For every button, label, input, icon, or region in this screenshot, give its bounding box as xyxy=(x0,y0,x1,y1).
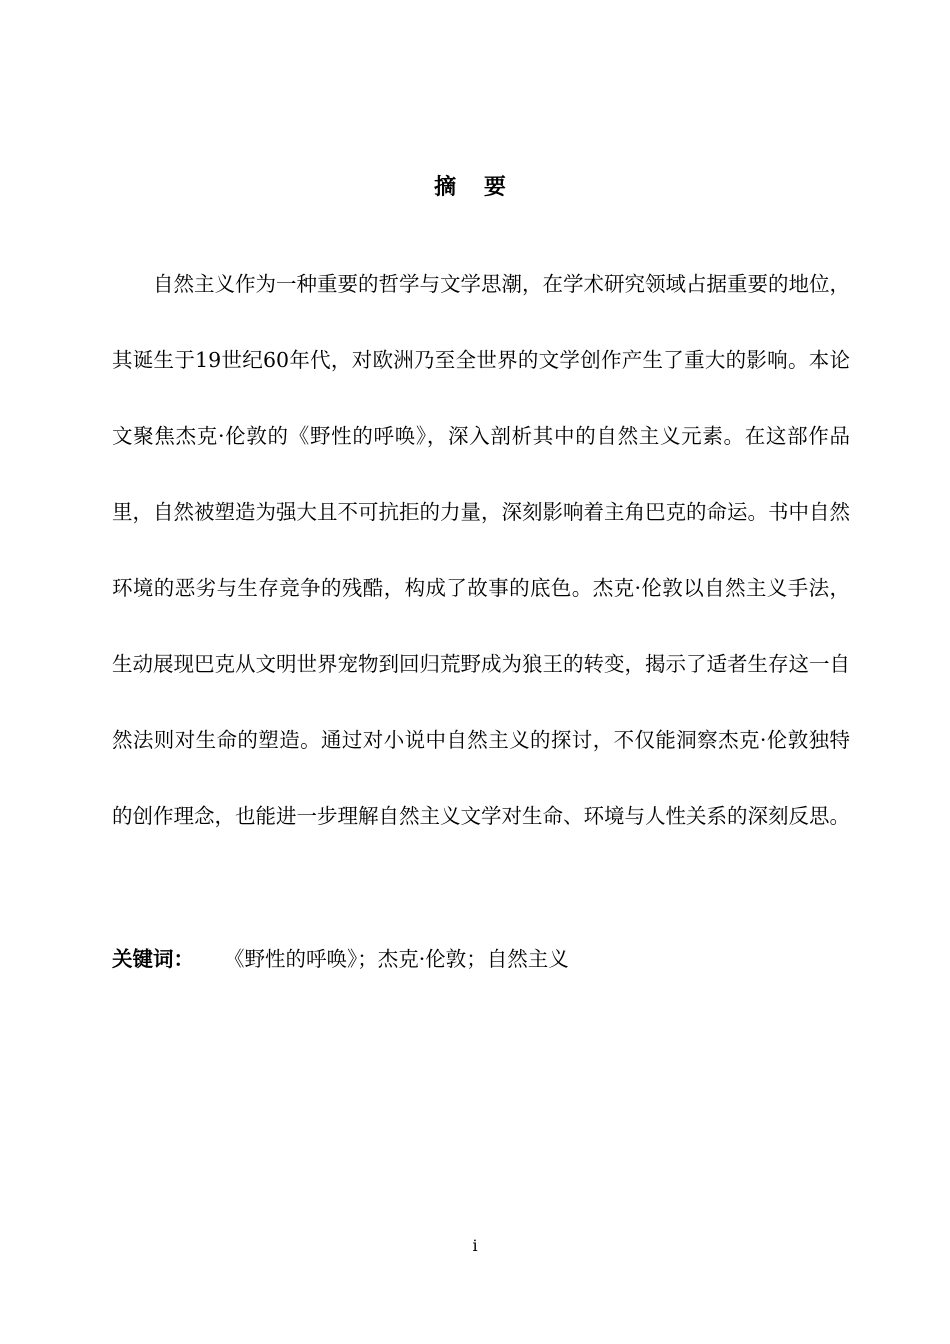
abstract-title: 摘 要 xyxy=(434,175,516,200)
keywords-list: 《野性的呼唤》；杰克·伦敦；自然主义 xyxy=(224,947,569,971)
keywords-label: 关键词： xyxy=(112,947,194,971)
abstract-body: 自然主义作为一种重要的哲学与文学思潮，在学术研究领域占据重要的地位，其诞生于19世纪60年代，对欧洲乃至全世界的文学创作产生了重大的影响。本论文聚焦杰克·伦敦的《野性的呼唤》，深入剖析其中的自然主义元素。在这部作品里，自然被塑造为强大且不可抗拒的力量，深刻影响着主角巴克的命运。书中自然环境的恶劣与生存竞争的残酷，构成了故事的底色。杰克·伦敦以自然主义手法，生动展现巴克从文明世界宠物到回归荒野成为狼王的转变，揭示了适者生存这一自然法则对生命的塑造。通过对小说中自然主义的探讨，不仅能洞察杰克·伦敦独特的创作理念，也能进一步理解自然主义文学对生命、环境与人性关系的深刻反思。 xyxy=(112,272,850,828)
keywords-line xyxy=(112,940,850,978)
page-number: i xyxy=(472,1236,478,1255)
